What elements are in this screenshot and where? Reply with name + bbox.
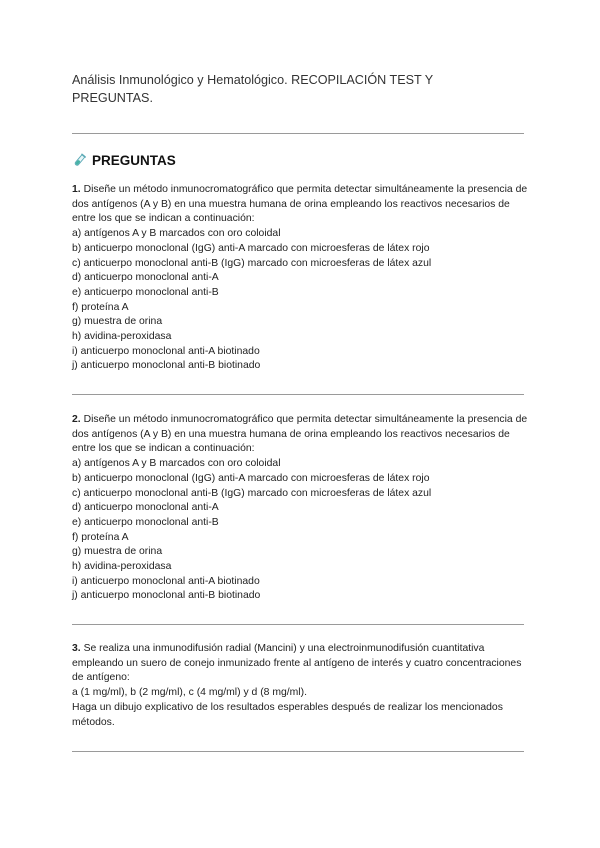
option-item: e) anticuerpo monoclonal anti-B [72,286,219,298]
question-prompt [72,642,532,686]
question-text: Diseñe un método inmunocromatográfico que permita detectar simultáneamente la presencia de dos antígenos (A y B) en una muestra humana de orina empleando los reactivos necesarios de entre los que se indican a continuación: [72,184,528,225]
section-title: PREGUNTAS [92,153,176,168]
divider [72,133,524,134]
option-item: h) avidina-peroxidasa [72,561,172,573]
question-1 [72,183,532,374]
option-item: g) muestra de orina [72,316,163,328]
divider [72,751,524,752]
document-title: Análisis Inmunológico y Hematológico. RECOPILACIÓN TEST Y PREGUNTAS. [72,73,433,105]
option-item: f) proteína A [72,531,129,543]
option-item: a) antígenos A y B marcados con oro coloidal [72,458,281,470]
option-item: d) anticuerpo monoclonal anti-A [72,272,219,284]
question-number: 2. [72,414,81,425]
option-item: i) anticuerpo monoclonal anti-A biotinado [72,345,260,357]
option-item: j) anticuerpo monoclonal anti-B biotinado [72,360,261,372]
option-item: c) anticuerpo monoclonal anti-B (IgG) marcado con microesferas de látex azul [72,487,432,499]
option-item: f) proteína A [72,301,129,313]
question-number: 1. [72,184,81,195]
option-item: Haga un dibujo explicativo de los resultados esperables después de realizar los mencionados métodos. [72,701,503,728]
divider [72,394,524,395]
option-item: b) anticuerpo monoclonal (IgG) anti-A marcado con microesferas de látex rojo [72,472,430,484]
question-text: Diseñe un método inmunocromatográfico que permita detectar simultáneamente la presencia de dos antígenos (A y B) en una muestra humana de orina empleando los reactivos necesarios de entre los que se indican a continuación: [72,414,528,455]
question-number: 3. [72,643,81,654]
option-item: g) muestra de orina [72,546,163,558]
question-prompt [72,183,532,227]
option-item: d) anticuerpo monoclonal anti-A [72,502,219,514]
option-item: i) anticuerpo monoclonal anti-A biotinado [72,575,260,587]
question-text: Se realiza una inmunodifusión radial (Mancini) y una electroinmunodifusión cuantitativa empleando un suero de conejo inmunizado frente al antígeno de interés y cuatro concentraciones de antígeno: [72,643,522,684]
question-2 [72,413,532,604]
question-3 [72,642,532,730]
option-item: e) anticuerpo monoclonal anti-B [72,516,219,528]
question-prompt [72,413,532,457]
option-item: h) avidina-peroxidasa [72,331,172,343]
option-item: j) anticuerpo monoclonal anti-B biotinado [72,590,261,602]
section-heading [72,153,176,168]
test-tube-icon [72,153,87,168]
option-item: a) antígenos A y B marcados con oro coloidal [72,228,281,240]
option-item: c) anticuerpo monoclonal anti-B (IgG) marcado con microesferas de látex azul [72,257,432,269]
divider [72,624,524,625]
option-item: a (1 mg/ml), b (2 mg/ml), c (4 mg/ml) y d (8 mg/ml). [72,687,307,699]
option-item: b) anticuerpo monoclonal (IgG) anti-A marcado con microesferas de látex rojo [72,242,430,254]
